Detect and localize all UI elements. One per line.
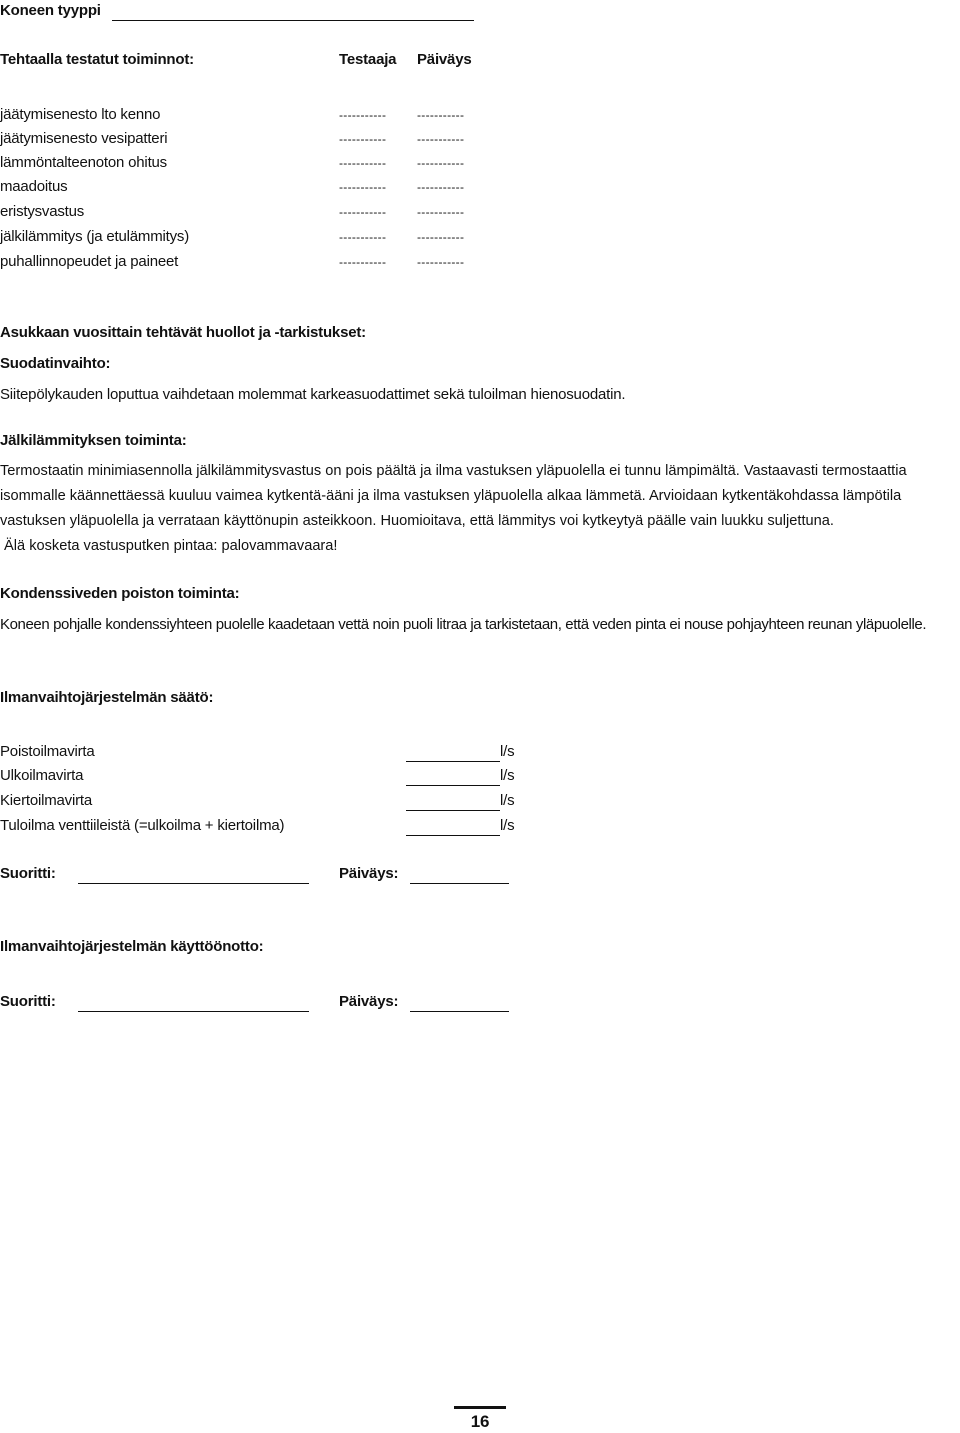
- reheat-line: isommalle käännettäessä kuuluu vaimea kytkentä-ääni ja ilma vastuksen yläpuolella alkaa lämmetä. Arvioidaan kytkentäkohdassa lämpötila: [0, 488, 902, 504]
- ventilation-adjustment-title: Ilmanvaihtojärjestelmän säätö:: [0, 689, 214, 706]
- test-row-label: maadoitus: [0, 178, 68, 195]
- test-row-label: jälkilämmitys (ja etulämmitys): [0, 228, 190, 245]
- test-row-date: -----------: [417, 132, 465, 146]
- machine-type-field[interactable]: [112, 20, 474, 21]
- airflow-unit: l/s: [500, 767, 515, 784]
- test-row-date: -----------: [417, 180, 465, 194]
- test-row-tester: -----------: [339, 108, 387, 122]
- column-header-date: Päiväys: [417, 51, 472, 68]
- commissioning-date-label: Päiväys:: [339, 993, 399, 1010]
- reheat-paragraph: [0, 459, 958, 559]
- airflow-label: Kiertoilmavirta: [0, 792, 93, 809]
- reheat-line: Termostaatin minimiasennolla jälkilämmitysvastus on pois päältä ja ilma vastuksen yläpuolella ei tunnu lämpimältä. Vastaavasti termostaattia: [0, 463, 907, 479]
- airflow-unit: l/s: [500, 792, 515, 809]
- test-row-tester: -----------: [339, 255, 387, 269]
- airflow-label: Ulkoilmavirta: [0, 767, 84, 784]
- airflow-field[interactable]: [406, 785, 500, 786]
- commissioning-title: Ilmanvaihtojärjestelmän käyttöönotto:: [0, 938, 264, 955]
- test-row-date: -----------: [417, 230, 465, 244]
- machine-type-label: Koneen tyyppi: [0, 2, 101, 19]
- test-row-label: eristysvastus: [0, 203, 85, 220]
- commissioning-date-field[interactable]: [410, 1011, 509, 1012]
- airflow-field[interactable]: [406, 810, 500, 811]
- airflow-field[interactable]: [406, 761, 500, 762]
- reheat-line: vastuksen yläpuolella ja verrataan käyttönupin asteikkoon. Huomioitava, että lämmitys voi kytkeytyä päälle vain luukku suljettuna.: [0, 513, 834, 529]
- column-header-tester: Testaaja: [339, 51, 397, 68]
- date-label: Päiväys:: [339, 865, 399, 882]
- commissioning-performed-by-field[interactable]: [78, 1011, 309, 1012]
- test-row-label: jäätymisenesto vesipatteri: [0, 130, 168, 147]
- test-row-date: -----------: [417, 108, 465, 122]
- reheat-line: Älä kosketa vastusputken pintaa: palovammavaara!: [0, 538, 338, 554]
- date-field[interactable]: [410, 883, 509, 884]
- test-row-label: jäätymisenesto lto kenno: [0, 106, 161, 123]
- test-row-date: -----------: [417, 205, 465, 219]
- commissioning-performed-by-label: Suoritti:: [0, 993, 56, 1010]
- condensate-text: Koneen pohjalle kondenssiyhteen puolelle kaadetaan vettä noin puoli litraa ja tarkistetaan, että veden pinta ei nouse pohjayhteen reunan yläpuolelle.: [0, 616, 927, 633]
- filter-change-text: Siitepölykauden loputtua vaihdetaan molemmat karkeasuodattimet sekä tuloilman hienosuodatin.: [0, 386, 626, 403]
- test-row-label: lämmöntalteenoton ohitus: [0, 154, 167, 171]
- airflow-unit: l/s: [500, 743, 515, 760]
- filter-change-title: Suodatinvaihto:: [0, 355, 111, 372]
- airflow-label: Tuloilma venttiileistä (=ulkoilma + kiertoilma): [0, 817, 285, 834]
- test-row-tester: -----------: [339, 156, 387, 170]
- test-row-date: -----------: [417, 255, 465, 269]
- test-row-tester: -----------: [339, 132, 387, 146]
- maintenance-title: Asukkaan vuosittain tehtävät huollot ja -tarkistukset:: [0, 324, 366, 341]
- test-row-label: puhallinnopeudet ja paineet: [0, 253, 179, 270]
- tested-functions-title: Tehtaalla testatut toiminnot:: [0, 51, 194, 68]
- airflow-field[interactable]: [406, 835, 500, 836]
- page-number-rule: [454, 1406, 506, 1409]
- reheat-title: Jälkilämmityksen toiminta:: [0, 432, 187, 449]
- condensate-title: Kondenssiveden poiston toiminta:: [0, 585, 240, 602]
- performed-by-field[interactable]: [78, 883, 309, 884]
- test-row-tester: -----------: [339, 205, 387, 219]
- performed-by-label: Suoritti:: [0, 865, 56, 882]
- page-number: 16: [470, 1412, 490, 1431]
- airflow-label: Poistoilmavirta: [0, 743, 95, 760]
- airflow-unit: l/s: [500, 817, 515, 834]
- test-row-tester: -----------: [339, 230, 387, 244]
- test-row-date: -----------: [417, 156, 465, 170]
- test-row-tester: -----------: [339, 180, 387, 194]
